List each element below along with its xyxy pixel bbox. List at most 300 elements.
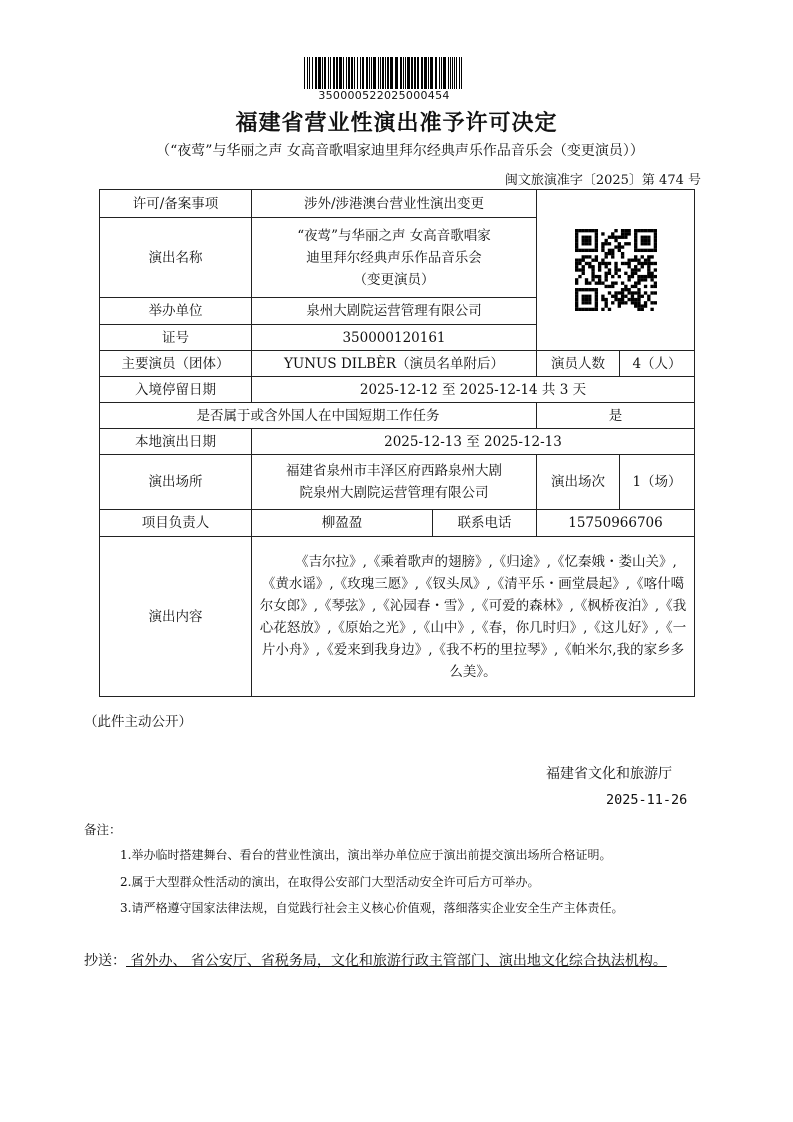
qr-module: [584, 242, 587, 245]
qr-module: [637, 308, 640, 311]
barcode-bar: [439, 57, 440, 89]
performer-label: 主要演员（团体）: [100, 351, 252, 377]
qr-module: [581, 268, 584, 271]
qr-module: [594, 259, 597, 262]
barcode-bar: [385, 57, 386, 89]
qr-module: [588, 298, 591, 301]
qr-module: [624, 229, 627, 232]
qr-module: [643, 278, 646, 281]
qr-module: [578, 275, 581, 278]
qr-module: [584, 301, 587, 304]
qr-module: [597, 281, 600, 284]
qr-module: [584, 308, 587, 311]
qr-module: [617, 298, 620, 301]
qr-module: [611, 295, 614, 298]
qr-module: [627, 229, 630, 232]
qr-module: [620, 236, 623, 239]
qr-module: [601, 298, 604, 301]
qr-module: [601, 295, 604, 298]
barcode-bar: [435, 57, 437, 89]
qr-module: [581, 259, 584, 262]
qr-module: [617, 268, 620, 271]
qr-module: [627, 232, 630, 235]
barcode-bar: [373, 57, 376, 89]
qr-module: [627, 262, 630, 265]
qr-module: [597, 265, 600, 268]
local-dates-value: 2025-12-13 至 2025-12-13: [252, 429, 695, 455]
barcode-bar: [448, 57, 449, 89]
qr-module: [647, 298, 650, 301]
qr-module: [604, 242, 607, 245]
qr-module: [637, 259, 640, 262]
qr-cell: [537, 190, 695, 351]
qr-module: [614, 239, 617, 242]
table-row: [100, 377, 695, 403]
qr-module: [630, 285, 633, 288]
cc-label: 抄送：: [84, 953, 126, 969]
qr-module: [630, 275, 633, 278]
stay-dates-label: 入境停留日期: [100, 377, 252, 403]
qr-module: [575, 259, 578, 262]
qr-module: [575, 295, 578, 298]
qr-module: [611, 255, 614, 258]
qr-module: [584, 255, 587, 258]
foreign-work-label: 是否属于或含外国人在中国短期工作任务: [100, 403, 537, 429]
qr-module: [581, 242, 584, 245]
qr-module: [630, 259, 633, 262]
qr-module: [591, 272, 594, 275]
qr-module: [630, 291, 633, 294]
qr-module: [594, 301, 597, 304]
qr-module: [607, 236, 610, 239]
qr-module: [640, 275, 643, 278]
qr-module: [634, 281, 637, 284]
qr-module: [643, 285, 646, 288]
qr-module: [575, 301, 578, 304]
qr-module: [647, 236, 650, 239]
qr-module: [614, 281, 617, 284]
qr-module: [624, 272, 627, 275]
qr-module: [634, 232, 637, 235]
qr-module: [643, 291, 646, 294]
qr-module: [624, 288, 627, 291]
qr-module: [601, 259, 604, 262]
qr-module: [588, 262, 591, 265]
qr-module: [578, 249, 581, 252]
qr-module: [597, 275, 600, 278]
barcode-bar: [362, 57, 364, 89]
barcode-bar: [309, 57, 310, 89]
phone-value: 15750966706: [537, 510, 695, 537]
barcode: [304, 57, 464, 89]
qr-module: [650, 291, 653, 294]
foreign-work-value: 是: [537, 403, 695, 429]
qr-module: [581, 229, 584, 232]
qr-module: [588, 236, 591, 239]
qr-module: [643, 242, 646, 245]
qr-module: [594, 291, 597, 294]
qr-module: [640, 262, 643, 265]
barcode-bar: [348, 57, 350, 89]
qr-module: [650, 249, 653, 252]
qr-module: [650, 275, 653, 278]
qr-module: [578, 308, 581, 311]
qr-module: [588, 295, 591, 298]
qr-module: [637, 278, 640, 281]
program-text: 《吉尔拉》,《乘着歌声的翅膀》,《归途》,《忆秦娥・娄山关》,《黄水谣》,《玫瑰三愿》,《钗头凤》,《清平乐・画堂晨起》,《喀什噶尔女郎》,《琴弦》,《沁园春・雪》,《可爱的森林》,《枫桥夜泊》,《我心花怒放》,《原始之光》,《山中》,《春，你几时归》,《这儿好》,《一片小舟》,《爱来到我身边》,《我不朽的里拉琴》,《帕米尔,我的家乡多么美》。: [259, 553, 687, 680]
qr-module: [594, 242, 597, 245]
qr-module: [627, 298, 630, 301]
barcode-bar: [346, 57, 347, 89]
qr-module: [591, 265, 594, 268]
qr-module: [611, 236, 614, 239]
qr-module: [594, 295, 597, 298]
barcode-bar: [430, 57, 433, 89]
qr-module: [601, 232, 604, 235]
qr-module: [617, 242, 620, 245]
barcode-number: 350000522025000454: [318, 89, 450, 102]
qr-module: [624, 232, 627, 235]
qr-module: [647, 272, 650, 275]
qr-module: [640, 249, 643, 252]
qr-module: [637, 249, 640, 252]
barcode-bar: [318, 57, 321, 89]
qr-module: [643, 275, 646, 278]
qr-module: [575, 265, 578, 268]
qr-module: [634, 245, 637, 248]
qr-module: [627, 259, 630, 262]
qr-module: [581, 236, 584, 239]
qr-module: [581, 239, 584, 242]
barcode-bar: [403, 57, 404, 89]
qr-module: [604, 265, 607, 268]
qr-module: [617, 236, 620, 239]
organizer-value: 泉州大剧院运营管理有限公司: [252, 298, 537, 325]
show-name-label: 演出名称: [100, 218, 252, 298]
qr-module: [640, 255, 643, 258]
qr-module: [601, 242, 604, 245]
qr-module: [627, 275, 630, 278]
qr-module: [634, 239, 637, 242]
qr-module: [584, 295, 587, 298]
venue-label: 演出场所: [100, 455, 252, 510]
qr-module: [624, 262, 627, 265]
qr-module: [575, 278, 578, 281]
qr-module: [601, 281, 604, 284]
qr-module: [604, 275, 607, 278]
qr-module: [643, 239, 646, 242]
qr-module: [601, 308, 604, 311]
barcode-bar: [304, 57, 305, 89]
program-label: 演出内容: [100, 537, 252, 697]
notes-label: 备注：: [84, 822, 122, 837]
qr-module: [620, 252, 623, 255]
qr-module: [620, 301, 623, 304]
qr-module: [643, 301, 646, 304]
show-count-label: 演出场次: [537, 455, 620, 510]
qr-module: [650, 308, 653, 311]
barcode-bar: [443, 57, 446, 89]
qr-module: [653, 281, 656, 284]
qr-module: [630, 272, 633, 275]
barcode-bar: [357, 57, 358, 89]
qr-module: [601, 245, 604, 248]
qr-module: [647, 249, 650, 252]
qr-module: [581, 255, 584, 258]
qr-module: [581, 301, 584, 304]
qr-module: [614, 272, 617, 275]
barcode-bar: [343, 57, 344, 89]
qr-module: [591, 278, 594, 281]
qr-module: [643, 259, 646, 262]
qr-module: [624, 236, 627, 239]
qr-module: [637, 298, 640, 301]
qr-module: [594, 236, 597, 239]
qr-module: [607, 291, 610, 294]
qr-module: [620, 295, 623, 298]
qr-module: [647, 229, 650, 232]
qr-module: [637, 281, 640, 284]
qr-module: [634, 285, 637, 288]
qr-module: [637, 295, 640, 298]
qr-module: [594, 239, 597, 242]
qr-module: [627, 278, 630, 281]
qr-module: [640, 308, 643, 311]
license-value: 350000120161: [252, 325, 537, 351]
qr-module: [611, 252, 614, 255]
barcode-bar: [378, 57, 379, 89]
qr-module: [604, 272, 607, 275]
qr-module: [581, 288, 584, 291]
qr-module: [634, 255, 637, 258]
qr-module: [627, 265, 630, 268]
qr-module: [611, 232, 614, 235]
venue-line: 福建省泉州市丰泽区府西路泉州大剧: [286, 463, 502, 479]
qr-module: [614, 268, 617, 271]
qr-module: [617, 304, 620, 307]
barcode-bar: [382, 57, 384, 89]
qr-module: [614, 291, 617, 294]
qr-module: [650, 272, 653, 275]
barcode-bar: [424, 57, 427, 89]
barcode-bar: [454, 57, 455, 89]
qr-module: [597, 268, 600, 271]
qr-module: [653, 236, 656, 239]
show-name-value: [252, 218, 537, 298]
qr-module: [575, 291, 578, 294]
barcode-bar: [307, 57, 308, 89]
qr-module: [617, 249, 620, 252]
qr-module: [624, 285, 627, 288]
table-row: [100, 351, 695, 377]
qr-module: [620, 291, 623, 294]
qr-module: [624, 242, 627, 245]
qr-module: [584, 262, 587, 265]
barcode-bar: [333, 57, 335, 89]
qr-module: [653, 239, 656, 242]
qr-module: [634, 291, 637, 294]
qr-module: [581, 272, 584, 275]
barcode-bar: [387, 57, 389, 89]
show-name-line: （变更演员）: [353, 271, 435, 288]
qr-module: [581, 298, 584, 301]
qr-module: [647, 275, 650, 278]
qr-module: [594, 255, 597, 258]
organizer-label: 举办单位: [100, 298, 252, 325]
venue-value: [252, 455, 537, 510]
barcode-bar: [354, 57, 355, 89]
qr-module: [647, 259, 650, 262]
qr-module: [601, 262, 604, 265]
qr-module: [647, 242, 650, 245]
qr-module: [643, 236, 646, 239]
cc-block: [84, 948, 714, 974]
qr-module: [640, 229, 643, 232]
qr-module: [640, 236, 643, 239]
qr-module: [607, 262, 610, 265]
qr-module: [588, 288, 591, 291]
barcode-bar: [405, 57, 406, 89]
permit-table: [99, 189, 695, 697]
phone-label: 联系电话: [433, 510, 537, 537]
qr-module: [575, 249, 578, 252]
barcode-bar: [380, 57, 381, 89]
qr-module: [594, 308, 597, 311]
qr-module: [575, 308, 578, 311]
issuer: 福建省文化和旅游厅: [546, 766, 672, 782]
qr-module: [653, 242, 656, 245]
local-dates-label: 本地演出日期: [100, 429, 252, 455]
qr-module: [614, 262, 617, 265]
table-row: [100, 455, 695, 510]
qr-module: [630, 295, 633, 298]
qr-module: [650, 301, 653, 304]
qr-module: [620, 232, 623, 235]
note-item: 3.请严格遵守国家法律法规，自觉践行社会主义核心价值观，落细落实企业安全生产主体责任。: [120, 901, 624, 915]
show-count-value: 1（场）: [620, 455, 695, 510]
qr-module: [575, 232, 578, 235]
qr-module: [584, 298, 587, 301]
qr-module: [584, 229, 587, 232]
qr-module: [653, 301, 656, 304]
barcode-bar: [411, 57, 413, 89]
qr-module: [575, 288, 578, 291]
qr-module: [588, 265, 591, 268]
qr-module: [614, 229, 617, 232]
qr-module: [617, 275, 620, 278]
qr-module: [637, 288, 640, 291]
barcode-bar: [360, 57, 361, 89]
qr-module: [591, 275, 594, 278]
show-name-line: “夜莺”与华丽之声 女高音歌唱家: [297, 227, 491, 244]
qr-module: [581, 249, 584, 252]
qr-module: [588, 281, 591, 284]
manager-value: 柳盈盈: [252, 510, 433, 537]
qr-module: [617, 291, 620, 294]
qr-module: [634, 265, 637, 268]
qr-module: [591, 249, 594, 252]
qr-module: [584, 281, 587, 284]
qr-module: [604, 262, 607, 265]
table-row: [100, 537, 695, 697]
qr-module: [591, 229, 594, 232]
barcode-bar: [417, 57, 419, 89]
barcode-bar: [351, 57, 353, 89]
qr-module: [614, 295, 617, 298]
qr-module: [640, 265, 643, 268]
qr-module: [614, 298, 617, 301]
qr-module: [650, 278, 653, 281]
qr-module: [637, 262, 640, 265]
qr-module: [650, 229, 653, 232]
qr-module: [634, 301, 637, 304]
program-value: [252, 537, 695, 697]
table-row: [100, 510, 695, 537]
performer-count-value: 4（人）: [620, 351, 695, 377]
qr-module: [607, 272, 610, 275]
qr-module: [578, 229, 581, 232]
document-title: 福建省营业性演出准予许可决定: [235, 111, 558, 136]
qr-module: [624, 295, 627, 298]
table-row: [100, 429, 695, 455]
qr-module: [611, 285, 614, 288]
qr-module: [604, 301, 607, 304]
qr-module: [584, 236, 587, 239]
qr-module: [634, 268, 637, 271]
barcode-bar: [330, 57, 331, 89]
qr-module: [575, 229, 578, 232]
qr-module: [617, 245, 620, 248]
qr-module: [594, 288, 597, 291]
qr-module: [653, 229, 656, 232]
qr-module: [594, 249, 597, 252]
qr-module: [594, 281, 597, 284]
qr-module: [584, 239, 587, 242]
barcode-bar: [450, 57, 451, 89]
qr-module: [620, 255, 623, 258]
qr-module: [620, 281, 623, 284]
qr-module: [584, 249, 587, 252]
qr-module: [653, 268, 656, 271]
qr-module: [653, 249, 656, 252]
qr-module: [578, 288, 581, 291]
qr-module: [591, 308, 594, 311]
qr-module: [647, 265, 650, 268]
qr-module: [640, 242, 643, 245]
barcode-bar: [324, 57, 326, 89]
show-name-line: 迪里拜尔经典声乐作品音乐会: [306, 249, 482, 266]
qr-module: [617, 301, 620, 304]
qr-module: [594, 232, 597, 235]
qr-module: [588, 301, 591, 304]
qr-module: [611, 275, 614, 278]
public-note: （此件主动公开）: [84, 714, 192, 730]
qr-module: [604, 304, 607, 307]
qr-module: [594, 245, 597, 248]
barcode-bar: [414, 57, 416, 89]
barcode-bar: [339, 57, 342, 89]
qr-module: [607, 249, 610, 252]
table-row: [100, 403, 695, 429]
qr-module: [620, 298, 623, 301]
qr-module: [637, 291, 640, 294]
qr-module: [620, 262, 623, 265]
qr-module: [630, 268, 633, 271]
barcode-bar: [407, 57, 410, 89]
qr-module: [653, 245, 656, 248]
qr-module: [653, 275, 656, 278]
stay-dates-value: 2025-12-12 至 2025-12-14 共 3 天: [252, 377, 695, 403]
